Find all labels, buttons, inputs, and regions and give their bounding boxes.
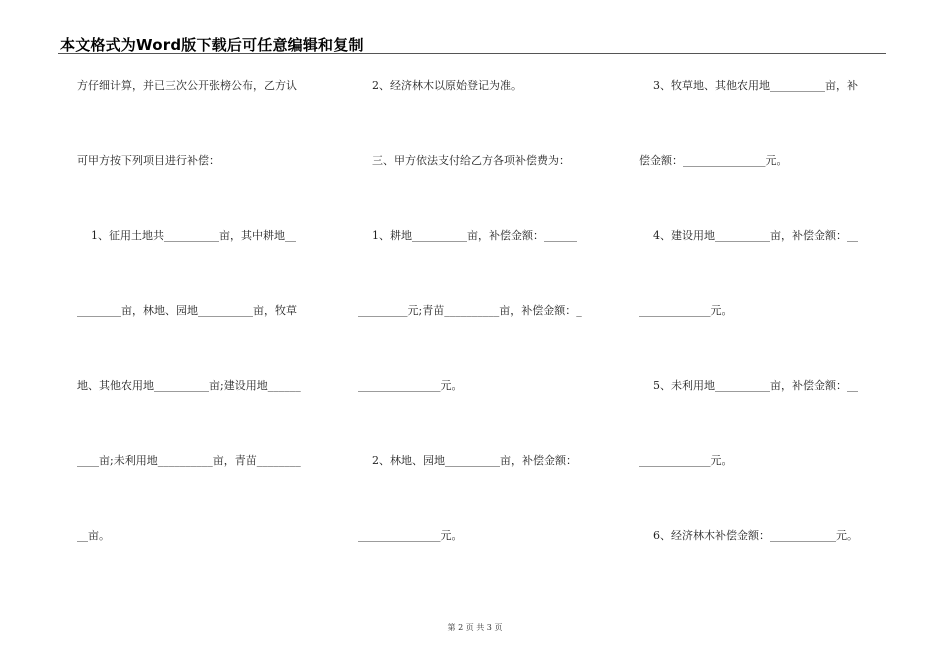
middle-line-3: 1、耕地__________亩，补偿金额：______ [358,229,577,242]
right-line-3: 4、建设用地__________亩，补偿金额：__ [639,229,858,242]
right-line-2: 偿金额：_______________元。 [639,154,788,167]
left-line-6: ____亩;未利用地__________亩，青苗________ [77,454,301,467]
middle-line-7: _______________元。 [358,529,463,542]
right-line-5: 5、未利用地__________亩，补偿金额：__ [639,379,858,392]
right-line-4: _____________元。 [639,304,733,317]
left-line-4: ________亩，林地、园地__________亩，牧草 [77,304,297,317]
left-line-7: __亩。 [77,529,110,542]
document-header-title: 本文格式为Word版下载后可任意编辑和复制 [60,36,364,54]
right-line-1: 3、牧草地、其他农用地__________亩，补 [639,79,858,92]
left-line-5: 地、其他农用地__________亩;建设用地______ [77,379,301,392]
page-number-footer: 第 2 页 共 3 页 [447,623,503,632]
header-divider [58,53,886,54]
middle-line-6: 2、林地、园地__________亩，补偿金额： [358,454,577,467]
middle-line-5: _______________元。 [358,379,463,392]
left-line-3: 1、征用土地共__________亩，其中耕地__ [77,229,296,242]
middle-line-2: 三、甲方依法支付给乙方各项补偿费为： [358,154,570,167]
right-line-7: 6、经济林木补偿金额：____________元。 [639,529,858,542]
middle-line-1: 2、经济林木以原始登记为准。 [358,79,522,92]
middle-line-4: _________元;青苗__________亩，补偿金额：_ [358,304,582,317]
left-line-2: 可甲方按下列项目进行补偿： [77,154,220,167]
left-line-1: 方仔细计算，并已三次公开张榜公布，乙方认 [77,79,297,92]
right-line-6: _____________元。 [639,454,733,467]
